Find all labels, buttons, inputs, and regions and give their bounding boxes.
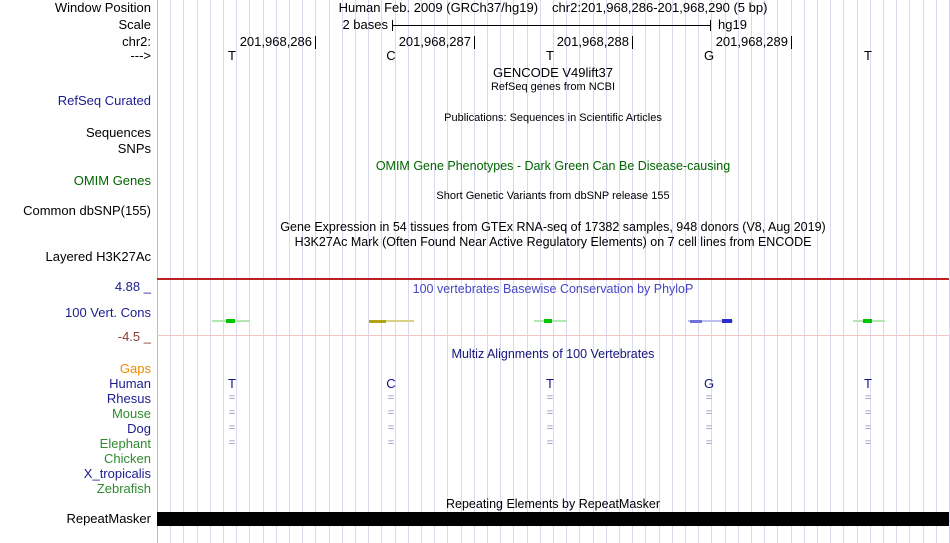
omim-genes-label[interactable]: OMIM Genes (73, 173, 151, 188)
gencode-track-title[interactable]: GENCODE V49lift37 (493, 65, 613, 80)
multiz-aligned-mark[interactable]: = (864, 407, 872, 419)
multiz-aligned-mark[interactable]: = (546, 422, 554, 434)
conservation-max-label: 4.88 _ (114, 279, 151, 294)
sequence-base: T (546, 48, 554, 63)
multiz-aligned-mark[interactable]: = (705, 392, 713, 404)
phylop-track-title[interactable]: 100 vertebrates Basewise Conservation by PhyloP (412, 282, 694, 296)
conservation-bar-peak[interactable] (690, 320, 702, 323)
multiz-aligned-mark[interactable]: = (546, 392, 554, 404)
sequence-base: T (228, 48, 236, 63)
multiz-aligned-mark[interactable]: = (228, 437, 236, 449)
multiz-aligned-mark[interactable]: = (705, 437, 713, 449)
sequences-label[interactable]: Sequences (85, 125, 151, 140)
conservation-bar-peak[interactable] (544, 319, 552, 323)
ruler-tick (474, 36, 475, 49)
strand-label: ---> (130, 48, 151, 63)
species-label-mouse[interactable]: Mouse (111, 406, 151, 421)
scale-assembly: hg19 (718, 17, 747, 32)
conservation-min-label: -4.5 _ (117, 329, 151, 344)
multiz-human-base[interactable]: T (228, 376, 236, 391)
snps-label[interactable]: SNPs (117, 141, 151, 156)
refseq-track-title[interactable]: RefSeq genes from NCBI (490, 81, 616, 93)
species-label-chicken[interactable]: Chicken (104, 451, 151, 466)
scale-value: 2 bases (342, 17, 388, 32)
ruler-tick (315, 36, 316, 49)
multiz-human-base[interactable]: T (864, 376, 872, 391)
h3k27ac-track-title[interactable]: H3K27Ac Mark (Often Found Near Active Regulatory Elements) on 7 cell lines from ENCODE (294, 235, 812, 249)
refseq-curated-label[interactable]: RefSeq Curated (57, 93, 151, 108)
chrom-label: chr2: (122, 34, 151, 49)
track-divider-line (157, 278, 949, 280)
publications-track-title[interactable]: Publications: Sequences in Scientific Articles (444, 112, 662, 124)
species-label-rhesus[interactable]: Rhesus (106, 391, 151, 406)
conservation-baseline (157, 335, 949, 336)
ruler-coordinate: 201,968,289 (715, 34, 788, 49)
multiz-aligned-mark[interactable]: = (228, 422, 236, 434)
position-text: chr2:201,968,286-201,968,290 (5 bp) (552, 0, 768, 15)
scale-bar-right-cap (710, 20, 711, 31)
gaps-label[interactable]: Gaps (119, 361, 151, 376)
multiz-aligned-mark[interactable]: = (705, 422, 713, 434)
window-position-label: Window Position (54, 0, 151, 15)
conservation-bar-peak[interactable] (722, 319, 732, 323)
conservation-bar-peak[interactable] (226, 319, 235, 323)
multiz-human-base[interactable]: G (703, 376, 715, 391)
sequence-base: C (386, 48, 396, 63)
layered-h3k27ac-label[interactable]: Layered H3K27Ac (45, 249, 151, 264)
sequence-base: T (864, 48, 872, 63)
multiz-human-base[interactable]: T (546, 376, 554, 391)
multiz-aligned-mark[interactable]: = (387, 407, 395, 419)
repeatmasker-label[interactable]: RepeatMasker (66, 511, 151, 526)
vert-cons-label[interactable]: 100 Vert. Cons (65, 305, 151, 320)
multiz-aligned-mark[interactable]: = (546, 407, 554, 419)
multiz-aligned-mark[interactable]: = (864, 392, 872, 404)
species-label-dog[interactable]: Dog (127, 421, 151, 436)
omim-track-title[interactable]: OMIM Gene Phenotypes - Dark Green Can Be Disease-causing (375, 159, 731, 173)
multiz-aligned-mark[interactable]: = (387, 437, 395, 449)
conservation-bar-peak[interactable] (369, 320, 386, 323)
ruler-coordinate: 201,968,288 (556, 34, 629, 49)
common-dbsnp-label[interactable]: Common dbSNP(155) (23, 203, 151, 218)
multiz-aligned-mark[interactable]: = (387, 392, 395, 404)
multiz-aligned-mark[interactable]: = (546, 437, 554, 449)
species-label-x_tropicalis[interactable]: X_tropicalis (83, 466, 151, 481)
repeatmasker-element-bar[interactable] (157, 512, 949, 526)
dbsnp-track-title[interactable]: Short Genetic Variants from dbSNP release 155 (436, 190, 670, 202)
ruler-tick (791, 36, 792, 49)
position-header (157, 1, 949, 14)
multiz-aligned-mark[interactable]: = (864, 437, 872, 449)
multiz-aligned-mark[interactable]: = (228, 407, 236, 419)
multiz-aligned-mark[interactable]: = (705, 407, 713, 419)
multiz-aligned-mark[interactable]: = (387, 422, 395, 434)
scale-label: Scale (118, 17, 151, 32)
conservation-bar-peak[interactable] (863, 319, 872, 323)
sequence-base: G (703, 48, 715, 63)
multiz-aligned-mark[interactable]: = (228, 392, 236, 404)
multiz-aligned-mark[interactable]: = (864, 422, 872, 434)
species-label-elephant[interactable]: Elephant (99, 436, 151, 451)
species-label-human[interactable]: Human (109, 376, 151, 391)
ruler-tick (632, 36, 633, 49)
scale-bar (392, 25, 710, 26)
multiz-human-base[interactable]: C (386, 376, 396, 391)
gtex-track-title[interactable]: Gene Expression in 54 tissues from GTEx RNA-seq of 17382 samples, 948 donors (V8, Aug 2019) (280, 220, 826, 234)
species-label-zebrafish[interactable]: Zebrafish (96, 481, 151, 496)
ruler-coordinate: 201,968,286 (239, 34, 312, 49)
assembly-text: Human Feb. 2009 (GRCh37/hg19) (338, 0, 539, 15)
repeatmasker-track-title[interactable]: Repeating Elements by RepeatMasker (445, 497, 660, 511)
multiz-track-title[interactable]: Multiz Alignments of 100 Vertebrates (451, 347, 655, 361)
ruler-coordinate: 201,968,287 (398, 34, 471, 49)
